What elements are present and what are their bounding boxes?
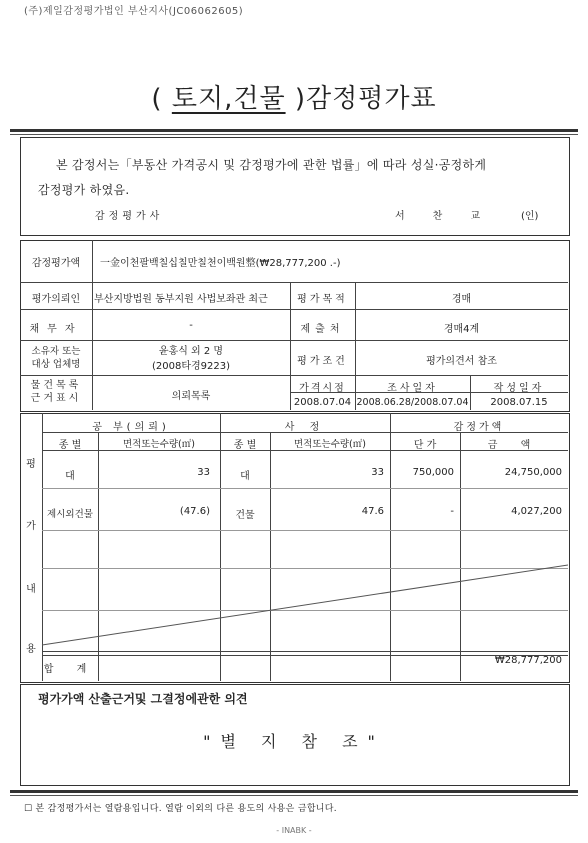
row1-unit: 750,000 [412, 467, 454, 478]
title-open: ( [151, 84, 163, 114]
condition-label: 평가조건 [297, 356, 348, 367]
info-row-divider [20, 282, 568, 283]
row2-unit: - [450, 506, 454, 517]
info-row-divider [20, 340, 568, 341]
row2-amount: 4,027,200 [511, 506, 562, 517]
condition-value: 평가의견서 참조 [426, 356, 497, 367]
owner-value [92, 344, 290, 374]
appraiser-seal: (인) [521, 211, 539, 222]
price-date-value: 2008.07.04 [293, 397, 352, 408]
intro-line-1: 본 감정서는「부동산 가격공시 및 감정평가에 관한 법률」에 따라 성실·공정하게 [56, 158, 487, 172]
price-date-label: 가격시점 [299, 383, 346, 394]
group-requested: 공 부(의뢰) [92, 422, 170, 433]
side-label-4: 용 [26, 644, 36, 655]
group-appraisal: 감정가액 [453, 422, 505, 433]
title-rule-thin [10, 134, 578, 135]
purpose-label: 평가목적 [297, 294, 348, 305]
header-note: (주)제일감정평가법인 부산지사(JC06062605) [24, 6, 244, 17]
footer-notice: ☐ 본 감정평가서는 열람용입니다. 열람 이외의 다른 용도의 사용은 금합니다. [24, 804, 337, 814]
opinion-body: "별 지 참 조" [203, 732, 385, 751]
title-kinds: 토지,건물 [171, 84, 286, 114]
blank-rows-cancel-line [20, 413, 568, 681]
owner-label-2: 대상 업체명 [31, 359, 81, 370]
survey-date-label: 조사일자 [387, 383, 438, 394]
col-kind-actual: 종 별 [233, 440, 257, 451]
col-area-actual: 면적또는수량(㎡) [294, 439, 366, 450]
appraiser-label: 감정평가사 [95, 211, 164, 222]
debtor-value: - [189, 320, 193, 331]
page-title [0, 78, 588, 115]
list-label [20, 379, 92, 405]
submit-label: 제출처 [300, 324, 345, 335]
owner-label [20, 345, 92, 371]
footer-rule-thick [10, 790, 578, 793]
total-amount: ₩28,777,200 [494, 655, 562, 666]
owner-value-2: (2008타경9223) [151, 361, 231, 372]
appraiser-name: 서찬교 [395, 211, 508, 222]
purpose-value: 경매 [451, 294, 472, 305]
list-value: 의뢰목록 [171, 391, 211, 402]
row1-area: 33 [197, 467, 210, 478]
write-date-label: 작성일자 [493, 383, 545, 394]
side-label-2: 가 [26, 521, 36, 532]
survey-date-value: 2008.06.28/2008.07.04 [356, 397, 469, 408]
title-rule-thick [10, 129, 578, 132]
row2-kind: 제시외건물 [47, 509, 93, 520]
client-label: 평가의뢰인 [31, 294, 81, 305]
row2-area-actual: 47.6 [361, 506, 384, 517]
col-unit: 단 가 [413, 440, 437, 451]
row1-amount: 24,750,000 [504, 467, 562, 478]
owner-value-1: 윤홍식 외 2 명 [158, 346, 224, 357]
list-label-2: 근거표시 [30, 393, 82, 404]
row2-area: (47.6) [179, 506, 210, 517]
info-row-divider [20, 375, 568, 376]
row1-kind: 대 [65, 471, 75, 482]
col-area: 면적또는수량(㎡) [123, 439, 195, 450]
list-label-1: 물건목록 [30, 380, 82, 391]
side-label-1: 평 [26, 459, 36, 470]
group-actual: 사 정 [284, 422, 326, 433]
page-mark: - INABK - [276, 826, 312, 835]
side-label-3: 내 [26, 584, 36, 595]
col-amount: 금 액 [487, 440, 541, 451]
title-close: )감정평가표 [294, 84, 437, 114]
amount-label: 감정평가액 [31, 258, 81, 269]
client-value: 부산지방법원 동부지원 사법보좌관 최근 [94, 294, 268, 305]
row1-kind-actual: 대 [240, 471, 250, 482]
col-kind: 종 별 [58, 440, 82, 451]
info-row-divider [20, 309, 568, 310]
debtor-label: 채무자 [29, 324, 83, 335]
intro-line-2: 감정평가 하였음. [38, 183, 130, 197]
submit-value: 경매4계 [443, 324, 480, 335]
total-label: 합 계 [43, 664, 97, 675]
owner-label-1: 소유자 또는 [31, 346, 81, 357]
row2-kind-actual: 건물 [235, 510, 255, 521]
footer-rule-thin [10, 795, 578, 796]
write-date-value: 2008.07.15 [490, 397, 548, 408]
intro-statement [38, 153, 558, 203]
amount-value: 一金이천팔백칠십칠만칠천이백원整(₩28,777,200 .-) [100, 258, 341, 269]
row1-area-actual: 33 [371, 467, 384, 478]
opinion-title: 평가가액 산출근거및 그결정에관한 의견 [38, 692, 248, 706]
